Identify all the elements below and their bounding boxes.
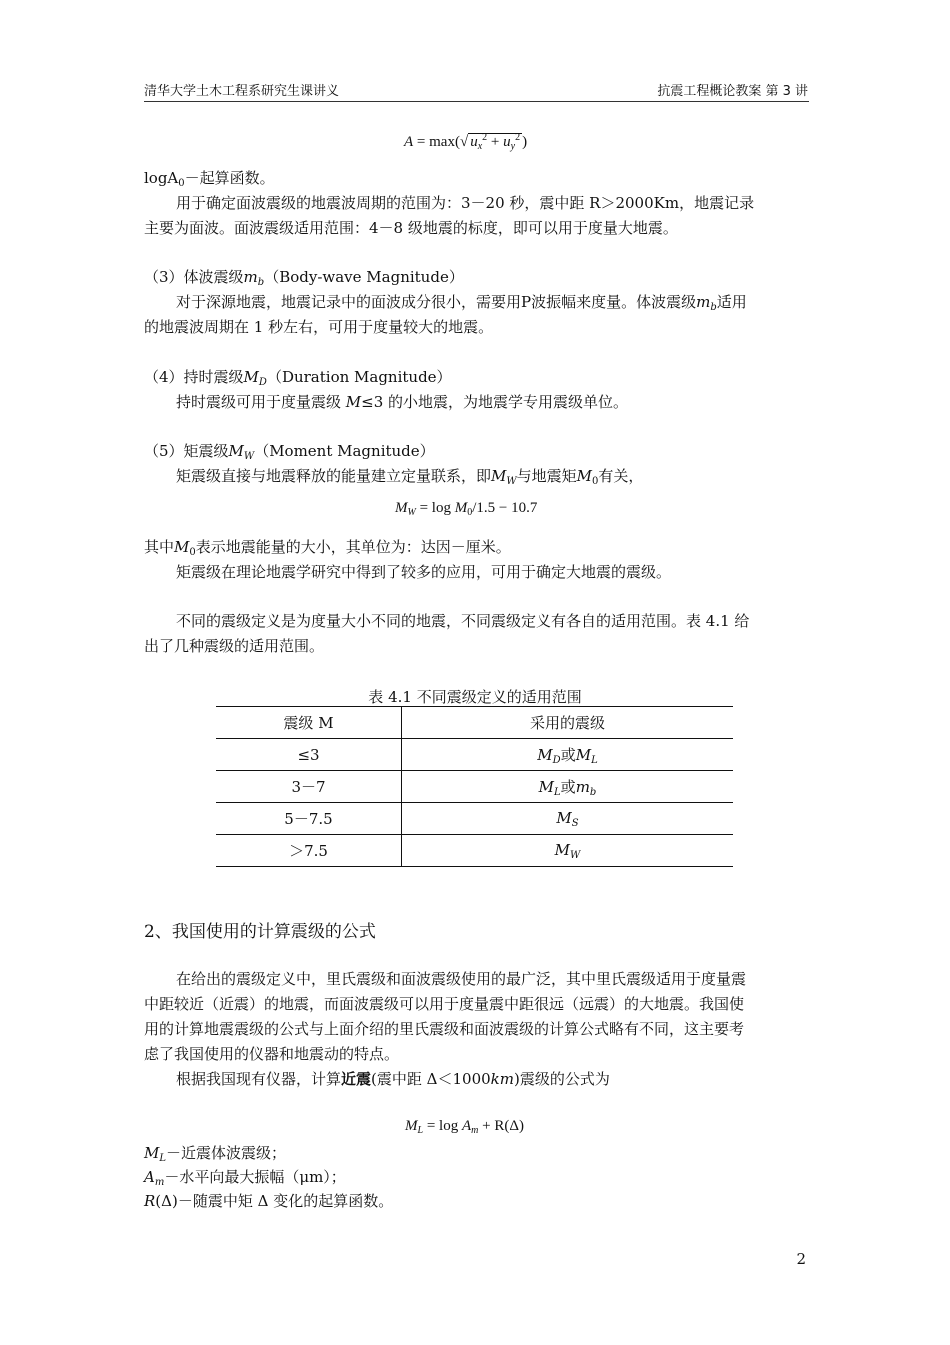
log-a0-definition: logA$_0$－起算函数。	[144, 169, 275, 189]
page-number: 2	[796, 1250, 806, 1268]
header-rule	[144, 101, 809, 102]
duration-line-1: 持时震级可用于度量震级 M≤3 的小地震，为地震学专用震级单位。	[176, 393, 629, 411]
table-cell-range: 5－7.5	[216, 803, 402, 835]
definition-am: $A_m-$水平向最大振幅（μm）；	[144, 1168, 346, 1188]
section-moment-title: （5）矩震级$M_W(Moment$ Magnitude）	[144, 442, 435, 462]
table-caption: 表 4.1 不同震级定义的适用范围	[368, 688, 582, 706]
table-cell-range: ＞7.5	[216, 835, 402, 867]
surface-wave-line-1: 用于确定面波震级的地震波周期的范围为：3－20 秒，震中距 R＞2000Km，地震记录	[176, 194, 755, 212]
section-duration-title: （4）持时震级$M_D(Duration$ Magnitude）	[144, 368, 452, 388]
body-wave-line-1: 对于深源地震，地震记录中的面波成分很小，需要用P波振幅来度量。体波震级$m_b$适用	[176, 293, 747, 313]
section-2-line-2: 中距较近（近震）的地震，而面波震级可以用于度量震中距很远（远震）的大地震。我国使	[144, 995, 745, 1013]
table-row	[216, 739, 733, 771]
body-wave-line-2: 的地震波周期在 1 秒左右，可用于度量较大的地震。	[144, 318, 494, 336]
formula-local-magnitude: $M_L = \log A_m + R(\Delta)$	[405, 1118, 524, 1136]
table-cell-scale: $M_W$	[402, 835, 734, 867]
table-cell-range: 3－7	[216, 771, 402, 803]
table-row	[216, 771, 733, 803]
moment-line-3: 矩震级在理论地震学研究中得到了较多的应用，可用于确定大地震的震级。	[176, 563, 672, 581]
table-header-left: 震级 M	[216, 707, 402, 739]
section-2-line-1: 在给出的震级定义中，里氏震级和面波震级使用的最广泛，其中里氏震级适用于度量震	[176, 970, 747, 988]
section-2-title: 2、我国使用的计算震级的公式	[144, 922, 376, 942]
moment-line-2: 其中$M_0$表示地震能量的大小，其单位为：达因－厘米。	[144, 538, 511, 558]
table-row	[216, 835, 733, 867]
header-left: 清华大学土木工程系研究生课讲义	[144, 84, 340, 99]
formula-moment-magnitude: $M_W = \log M_0/1.5 - 10.7$	[395, 500, 538, 518]
header-right: 抗震工程概论教案 第 3 讲	[657, 84, 808, 99]
summary-line-2: 出了几种震级的适用范围。	[144, 637, 325, 655]
moment-line-1: 矩震级直接与地震释放的能量建立定量联系，即$M_W$与地震矩$M_0$有关，	[176, 467, 644, 487]
definition-r-delta: R(Δ)－随震中矩 Δ 变化的起算函数。	[144, 1192, 394, 1210]
surface-wave-line-2: 主要为面波。面波震级适用范围：4－8 级地震的标度，即可以用于度量大地震。	[144, 219, 678, 237]
table-header-right: 采用的震级	[402, 707, 734, 739]
section-2-line-4: 虑了我国使用的仪器和地震动的特点。	[144, 1045, 400, 1063]
section-2-line-5: 根据我国现有仪器，计算近震(震中距 Δ＜1000km)震级的公式为	[176, 1070, 610, 1088]
table-cell-scale: $M_L$或$m_b$	[402, 771, 734, 803]
section-body-wave-title: （3）体波震级$m_b(Body$-wave Magnitude）	[144, 268, 464, 288]
formula-amplitude: A = max(√ $u_x^2 + u_y^2$ )	[404, 132, 528, 152]
table-cell-scale: $M_S$	[402, 803, 734, 835]
table-cell-scale: $M_D$或$M_L$	[402, 739, 734, 771]
magnitude-table	[216, 706, 733, 867]
summary-line-1: 不同的震级定义是为度量大小不同的地震，不同震级定义有各自的适用范围。表 4.1 给	[176, 612, 750, 630]
table-row	[216, 803, 733, 835]
table-cell-range: ≤3	[216, 739, 402, 771]
section-2-line-3: 用的计算地震震级的公式与上面介绍的里氏震级和面波震级的计算公式略有不同，这主要考	[144, 1020, 745, 1038]
definition-ml: $M_L-$近震体波震级；	[144, 1144, 287, 1164]
table-header-row	[216, 707, 733, 739]
